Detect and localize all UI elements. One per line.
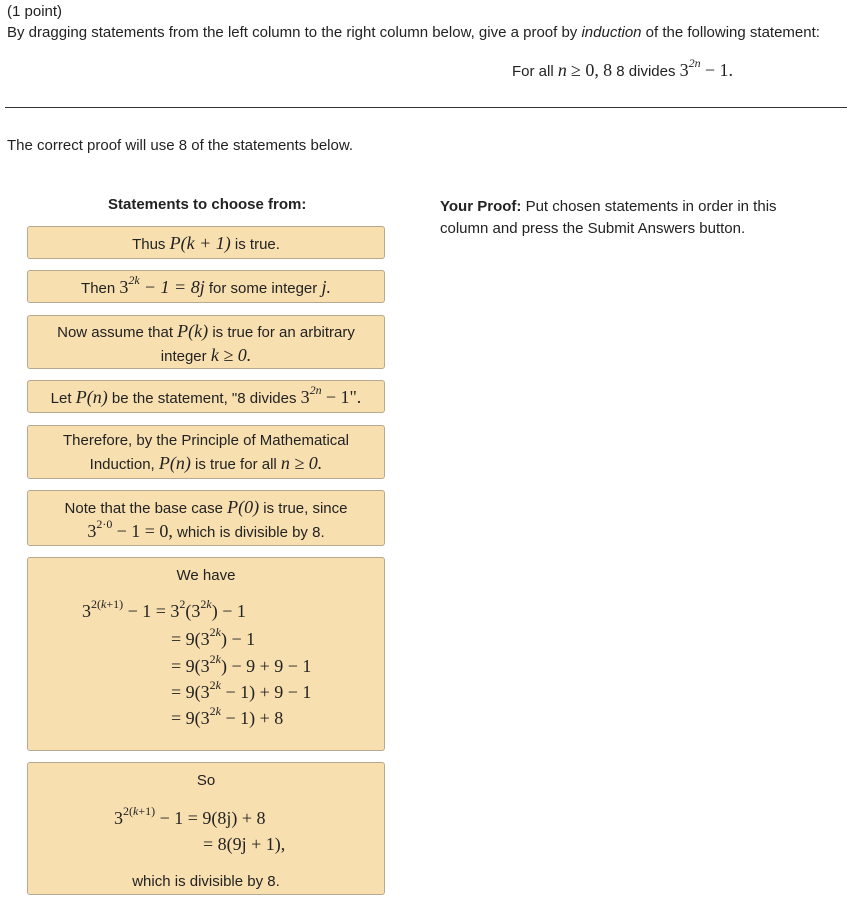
statement-card[interactable]: Thus P(k + 1) is true. [27, 226, 385, 259]
induction-emphasis: induction [581, 24, 642, 41]
statement-card[interactable]: Let P(n) be the statement, "8 divides $3^{2n} - 1$". [27, 380, 385, 413]
proof-drop-column[interactable]: Your Proof: Put chosen statements in order in this column and press the Submit Answers button. [440, 198, 777, 237]
divider [5, 107, 847, 108]
statements-column-title: Statements to choose from: [108, 196, 307, 213]
statement-card[interactable]: Note that the base case P(0) is true, since $3^{2\cdot 0} - 1 = 0$, which is divisible by 8. [27, 490, 385, 546]
statement-card[interactable]: Therefore, by the Principle of Mathematical Induction, P(n) is true for all n ≥ 0. [27, 425, 385, 479]
problem-intro: By dragging statements from the left column to the right column below, give a proof by induction of the following statement: [7, 24, 820, 41]
statement-card[interactable]: Now assume that P(k) is true for an arbitrary integer k ≥ 0. [27, 315, 385, 369]
statement-card[interactable]: We have $3^{2(k+1)} - 1 = 3^2(3^{2k}) - 1$ = $9(3^{2k}) - 1$ = $9(3^{2k}) - 9 + 9 - 1$ = $9(3^{2k} - 1) + 9 - 1$ = $9(3^{2k} - 1) + 8$ [27, 557, 385, 751]
statement-card[interactable]: Then $3^{2k} - 1 = 8j$ for some integer j. [27, 270, 385, 303]
statement-card[interactable]: So $3^{2(k+1)} - 1 = 9(8j) + 8$ = 8(9j + 1), which is divisible by 8. [27, 762, 385, 895]
problem-statement: For all n ≥ 0, 8 8 divides $3^{2n} - 1$. [512, 56, 733, 80]
instructions: The correct proof will use 8 of the statements below. [7, 137, 354, 154]
points-label: (1 point) [7, 3, 63, 20]
